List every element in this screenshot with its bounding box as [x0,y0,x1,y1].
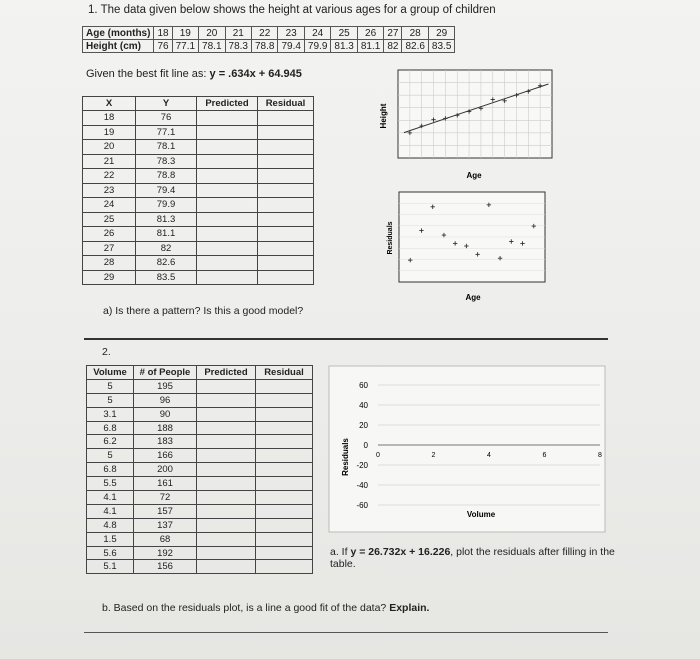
table-row [83,198,314,213]
y-tick-label: -60 [356,501,368,510]
people-cell: 68 [134,532,197,546]
question-1a: a) Is there a pattern? Is this a good model? [103,305,304,317]
x-axis-label: Age [466,171,482,180]
x-axis-label: Age [465,293,481,302]
residual-cell [256,379,313,393]
table-row [87,518,313,532]
height-cell: 82.6 [402,40,428,53]
residual-cell [258,183,314,198]
residual-cell [258,169,314,184]
y-cell: 82.6 [136,256,197,271]
predicted-cell [197,407,256,421]
predicted-cell [197,477,256,491]
table-header-row [87,366,313,380]
x-cell: 26 [83,227,136,242]
age-cell: 20 [199,27,225,40]
x-cell: 21 [83,154,136,169]
height-cell: 76 [154,40,172,53]
table-row [87,546,313,560]
predicted-cell [197,111,258,126]
plot-frame [398,70,552,158]
x-cell: 27 [83,241,136,256]
height-cell: 78.8 [251,40,277,53]
residual-cell [256,435,313,449]
best-fit-line [86,68,302,80]
y-axis-label: Residuals [341,438,350,476]
people-cell: 200 [134,463,197,477]
age-cell: 27 [384,27,402,40]
predicted-cell [197,518,256,532]
predicted-cell [197,270,258,285]
height-cell: 79.4 [278,40,304,53]
y-tick-label: 20 [359,421,368,430]
y-cell: 76 [136,111,197,126]
residual-cell [258,198,314,213]
residual-cell [258,154,314,169]
table-row [87,435,313,449]
table-row [83,270,314,285]
y-cell: 78.3 [136,154,197,169]
y-cell: 83.5 [136,270,197,285]
people-cell: 161 [134,477,197,491]
predicted-cell [197,546,256,560]
volume-cell: 4.8 [87,518,134,532]
problem2-number: 2. [102,346,111,358]
volume-cell: 6.8 [87,421,134,435]
volume-cell: 5.1 [87,560,134,574]
residual-cell [258,111,314,126]
predicted-cell [197,393,256,407]
x-axis-label: Volume [466,510,496,519]
y-cell: 82 [136,241,197,256]
y-tick-label: -20 [356,461,368,470]
age-label: Age (months) [83,27,154,40]
residual-cell [256,393,313,407]
residual-cell [256,421,313,435]
age-row [83,27,455,40]
volume-cell: 4.1 [87,504,134,518]
predicted-cell [197,256,258,271]
predicted-cell [197,491,256,505]
table-row [83,169,314,184]
y-axis-label: Residuals [387,221,394,255]
residual-cell [256,407,313,421]
x-cell: 20 [83,140,136,155]
question-2a [330,546,630,570]
x-cell: 24 [83,198,136,213]
volume-cell: 5.5 [87,477,134,491]
residual-cell [256,504,313,518]
predicted-cell [197,198,258,213]
table-row [87,463,313,477]
question-2b [102,602,429,614]
age-height-table [82,26,455,53]
predicted-cell [197,227,258,242]
people-cell: 157 [134,504,197,518]
y-tick-label: 40 [359,401,368,410]
x-cell: 18 [83,111,136,126]
volume-cell: 5 [87,393,134,407]
people-cell: 96 [134,393,197,407]
predicted-cell [197,532,256,546]
predicted-header: Predicted [197,366,256,380]
question-2a-prefix: a. If [330,546,351,558]
y-cell: 81.3 [136,212,197,227]
residual-cell [256,449,313,463]
volume-cell: 5.6 [87,546,134,560]
predicted-cell [197,183,258,198]
age-residual-chart [385,190,550,305]
y-header: Y [136,97,197,111]
table-row [83,140,314,155]
age-cell: 18 [154,27,172,40]
volume-header: Volume [87,366,134,380]
height-cell: 77.1 [172,40,198,53]
table-row [83,256,314,271]
volume-cell: 1.5 [87,532,134,546]
predicted-cell [197,504,256,518]
age-cell: 23 [278,27,304,40]
table-row [83,154,314,169]
table-row [87,532,313,546]
x-cell: 23 [83,183,136,198]
people-cell: 166 [134,449,197,463]
table-row [87,560,313,574]
table-row [83,212,314,227]
residual-cell [258,140,314,155]
table-row [87,393,313,407]
divider [84,338,608,340]
volume-cell: 3.1 [87,407,134,421]
residual-table-2 [86,365,313,574]
x-cell: 22 [83,169,136,184]
height-scatter-chart [378,68,558,183]
people-cell: 195 [134,379,197,393]
height-cell: 78.3 [225,40,251,53]
height-row [83,40,455,53]
x-cell: 25 [83,212,136,227]
table-row [87,407,313,421]
question-2a-suffix: , plot the residuals after filling in the table. [330,546,615,570]
bottom-divider [84,632,608,633]
x-tick-label: 2 [431,452,436,459]
table-row [87,421,313,435]
x-cell: 29 [83,270,136,285]
table-row [83,183,314,198]
residual-cell [258,256,314,271]
table-row [87,477,313,491]
table-row [83,125,314,140]
volume-cell: 6.2 [87,435,134,449]
best-fit-prefix: Given the best fit line as: [86,68,210,80]
predicted-cell [197,449,256,463]
residual-cell [258,212,314,227]
residual-cell [256,477,313,491]
predicted-cell [197,140,258,155]
y-cell: 79.9 [136,198,197,213]
people-cell: 192 [134,546,197,560]
height-cell: 81.3 [331,40,357,53]
residual-cell [258,227,314,242]
predicted-cell [197,379,256,393]
x-tick-label: 8 [598,452,602,459]
y-cell: 79.4 [136,183,197,198]
table-row [83,241,314,256]
table-header-row [83,97,314,111]
height-label: Height (cm) [83,40,154,53]
y-cell: 77.1 [136,125,197,140]
y-tick-label: 60 [359,381,368,390]
people-cell: 156 [134,560,197,574]
table-row [87,504,313,518]
predicted-cell [197,212,258,227]
y-tick-label: -40 [356,481,368,490]
residual-cell [256,560,313,574]
question-2b-text: b. Based on the residuals plot, is a line a good fit of the data? [102,602,390,614]
best-fit-equation: y = .634x + 64.945 [209,68,302,80]
predicted-cell [197,125,258,140]
table-row [87,379,313,393]
residual-header: Residual [256,366,313,380]
residual-cell [256,518,313,532]
age-cell: 19 [172,27,198,40]
volume-cell: 6.8 [87,463,134,477]
predicted-cell [197,241,258,256]
y-cell: 78.1 [136,140,197,155]
height-cell: 79.9 [304,40,330,53]
table-row [83,227,314,242]
y-axis-label: Height [379,103,388,129]
predicted-cell [197,154,258,169]
age-cell: 22 [251,27,277,40]
predicted-cell [197,560,256,574]
residual-cell [256,532,313,546]
people-cell: 137 [134,518,197,532]
residual-header: Residual [258,97,314,111]
table-row [87,491,313,505]
residual-cell [258,241,314,256]
x-tick-label: 0 [376,452,380,459]
predicted-cell [197,169,258,184]
residual-cell [256,546,313,560]
predicted-cell [197,463,256,477]
residual-cell [256,463,313,477]
volume-cell: 4.1 [87,491,134,505]
volume-residual-chart [328,365,608,535]
predicted-cell [197,421,256,435]
question-2b-explain: Explain. [389,602,430,614]
age-cell: 21 [225,27,251,40]
height-cell: 83.5 [428,40,454,53]
volume-cell: 5 [87,449,134,463]
table-row [83,111,314,126]
height-cell: 81.1 [357,40,383,53]
volume-cell: 5 [87,379,134,393]
question-2a-equation: y = 26.732x + 16.226 [350,546,451,558]
people-cell: 188 [134,421,197,435]
residual-cell [258,270,314,285]
age-cell: 29 [428,27,454,40]
y-cell: 81.1 [136,227,197,242]
x-tick-label: 6 [542,452,547,459]
people-cell: 72 [134,491,197,505]
x-cell: 28 [83,256,136,271]
predicted-cell [197,435,256,449]
people-cell: 90 [134,407,197,421]
chart-area [329,366,605,532]
height-cell: 78.1 [199,40,225,53]
age-cell: 24 [304,27,330,40]
age-cell: 28 [402,27,428,40]
problem1-title: 1. The data given below shows the height at various ages for a group of children [88,4,496,16]
people-header: # of People [134,366,197,380]
y-tick-label: 0 [363,441,368,450]
age-cell: 25 [331,27,357,40]
x-tick-label: 4 [487,452,491,459]
x-cell: 19 [83,125,136,140]
age-cell: 26 [357,27,383,40]
residual-table-1 [82,96,314,285]
residual-cell [258,125,314,140]
x-header: X [83,97,136,111]
table-row [87,449,313,463]
predicted-header: Predicted [197,97,258,111]
height-cell: 82 [384,40,402,53]
people-cell: 183 [134,435,197,449]
y-cell: 78.8 [136,169,197,184]
residual-cell [256,491,313,505]
